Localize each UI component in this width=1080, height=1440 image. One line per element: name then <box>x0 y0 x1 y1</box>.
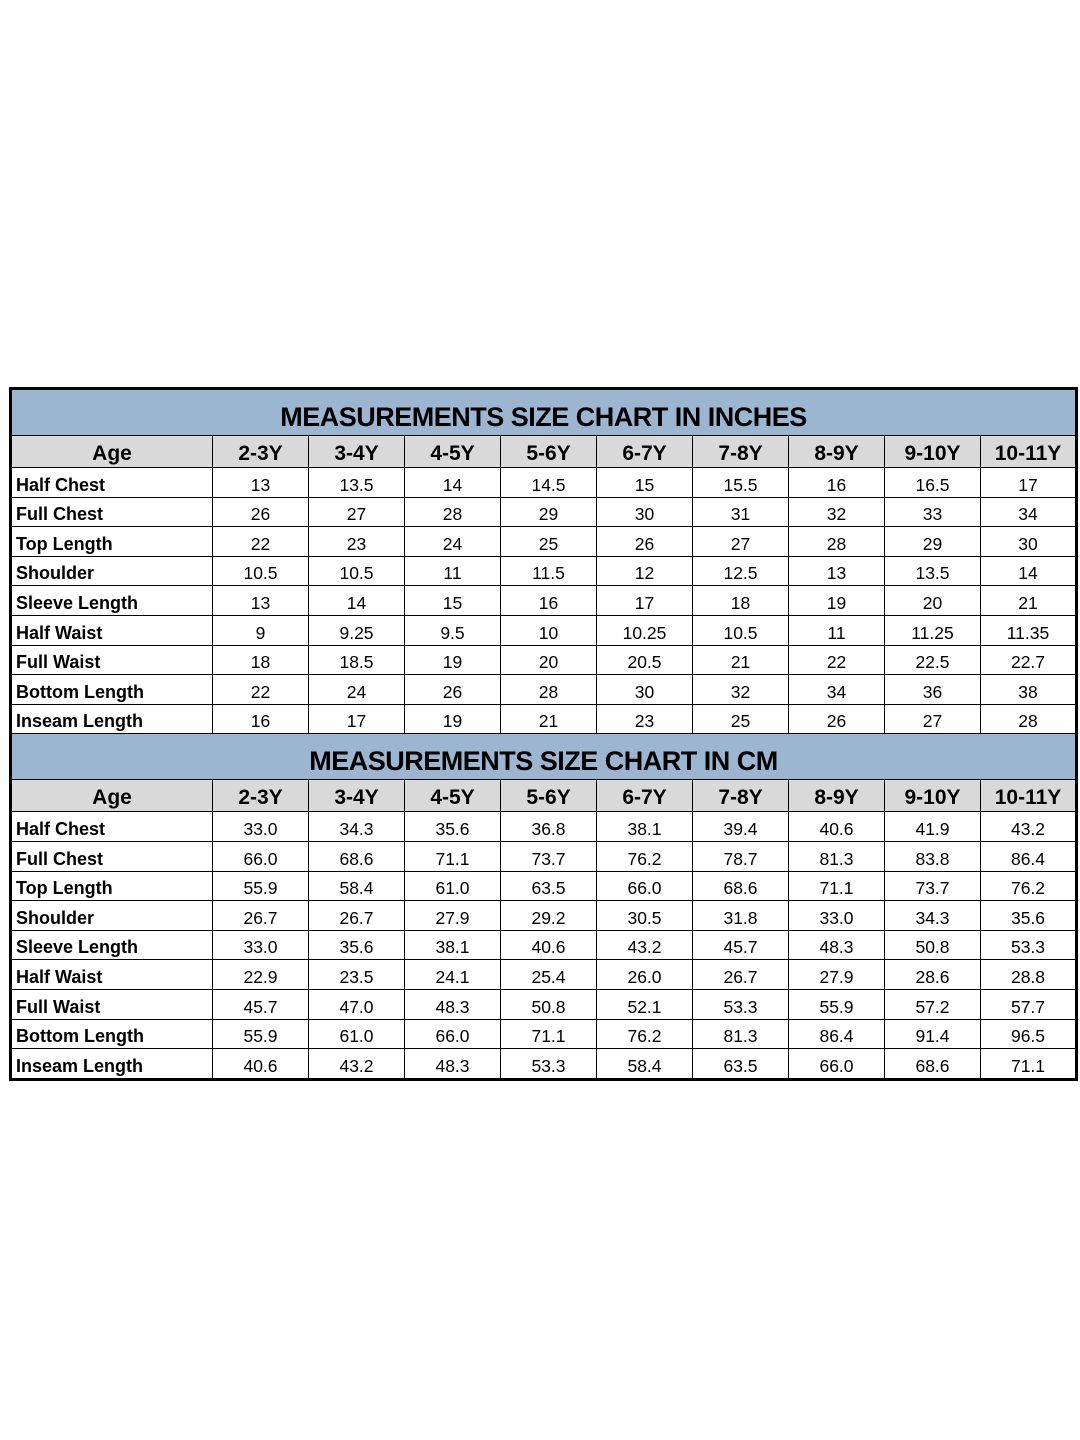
measurement-cell: 48.3 <box>405 989 501 1019</box>
measurement-cell: 11.25 <box>885 615 981 645</box>
table-row <box>11 556 1077 586</box>
measurement-cell: 11.35 <box>981 615 1077 645</box>
table-row <box>11 960 1077 990</box>
row-label: Top Length <box>11 871 213 901</box>
measurement-cell: 76.2 <box>597 841 693 871</box>
row-label: Full Waist <box>11 989 213 1019</box>
measurement-cell: 9 <box>213 615 309 645</box>
measurement-cell: 14.5 <box>501 468 597 498</box>
measurement-cell: 71.1 <box>981 1049 1077 1080</box>
measurement-cell: 25.4 <box>501 960 597 990</box>
row-label: Half Chest <box>11 812 213 842</box>
row-label: Shoulder <box>11 901 213 931</box>
row-label: Bottom Length <box>11 1019 213 1049</box>
measurement-cell: 61.0 <box>405 871 501 901</box>
measurement-cell: 18.5 <box>309 645 405 675</box>
measurement-cell: 14 <box>309 586 405 616</box>
size-header: 5-6Y <box>501 780 597 812</box>
age-header: Age <box>11 780 213 812</box>
measurement-cell: 18 <box>693 586 789 616</box>
measurement-cell: 19 <box>405 704 501 734</box>
size-header: 7-8Y <box>693 436 789 468</box>
measurement-cell: 13 <box>213 468 309 498</box>
measurement-cell: 81.3 <box>693 1019 789 1049</box>
measurement-cell: 55.9 <box>213 1019 309 1049</box>
measurement-cell: 26.7 <box>693 960 789 990</box>
measurement-cell: 73.7 <box>885 871 981 901</box>
measurement-cell: 16.5 <box>885 468 981 498</box>
age-header: Age <box>11 436 213 468</box>
table-row <box>11 841 1077 871</box>
measurement-cell: 76.2 <box>981 871 1077 901</box>
measurement-cell: 29.2 <box>501 901 597 931</box>
measurement-cell: 71.1 <box>501 1019 597 1049</box>
measurement-cell: 40.6 <box>789 812 885 842</box>
measurement-cell: 33 <box>885 497 981 527</box>
row-label: Half Chest <box>11 468 213 498</box>
measurement-cell: 96.5 <box>981 1019 1077 1049</box>
measurement-cell: 86.4 <box>981 841 1077 871</box>
measurement-cell: 55.9 <box>789 989 885 1019</box>
measurement-cell: 23 <box>309 527 405 557</box>
measurement-cell: 28 <box>789 527 885 557</box>
measurement-cell: 20 <box>501 645 597 675</box>
measurement-cell: 13.5 <box>885 556 981 586</box>
measurement-cell: 16 <box>213 704 309 734</box>
measurement-cell: 27 <box>309 497 405 527</box>
measurement-cell: 20.5 <box>597 645 693 675</box>
measurement-cell: 32 <box>789 497 885 527</box>
row-label: Sleeve Length <box>11 586 213 616</box>
header-row-inches <box>11 436 1077 468</box>
measurement-cell: 53.3 <box>981 930 1077 960</box>
size-header: 10-11Y <box>981 780 1077 812</box>
size-header: 8-9Y <box>789 780 885 812</box>
table-row <box>11 1049 1077 1080</box>
measurement-cell: 47.0 <box>309 989 405 1019</box>
table-row <box>11 901 1077 931</box>
measurement-cell: 10.25 <box>597 615 693 645</box>
measurement-cell: 31.8 <box>693 901 789 931</box>
table-row <box>11 704 1077 734</box>
measurement-cell: 43.2 <box>981 812 1077 842</box>
measurement-cell: 11.5 <box>501 556 597 586</box>
measurement-cell: 31 <box>693 497 789 527</box>
table-row <box>11 871 1077 901</box>
measurement-cell: 10 <box>501 615 597 645</box>
measurement-cell: 86.4 <box>789 1019 885 1049</box>
row-label: Full Chest <box>11 841 213 871</box>
measurement-cell: 48.3 <box>789 930 885 960</box>
measurement-cell: 13 <box>789 556 885 586</box>
size-header: 4-5Y <box>405 436 501 468</box>
measurement-cell: 38.1 <box>597 812 693 842</box>
measurement-cell: 22.5 <box>885 645 981 675</box>
measurement-cell: 78.7 <box>693 841 789 871</box>
table-row <box>11 586 1077 616</box>
size-header: 3-4Y <box>309 780 405 812</box>
measurement-cell: 50.8 <box>885 930 981 960</box>
measurement-cell: 21 <box>693 645 789 675</box>
row-label: Inseam Length <box>11 704 213 734</box>
measurement-cell: 41.9 <box>885 812 981 842</box>
measurement-cell: 26.0 <box>597 960 693 990</box>
size-header: 8-9Y <box>789 436 885 468</box>
measurement-cell: 12.5 <box>693 556 789 586</box>
measurement-cell: 63.5 <box>693 1049 789 1080</box>
measurement-cell: 53.3 <box>693 989 789 1019</box>
row-label: Top Length <box>11 527 213 557</box>
size-header: 9-10Y <box>885 436 981 468</box>
measurement-cell: 66.0 <box>597 871 693 901</box>
row-label: Half Waist <box>11 615 213 645</box>
measurement-cell: 45.7 <box>693 930 789 960</box>
row-label: Bottom Length <box>11 675 213 705</box>
measurement-cell: 57.2 <box>885 989 981 1019</box>
measurement-cell: 76.2 <box>597 1019 693 1049</box>
measurement-cell: 81.3 <box>789 841 885 871</box>
measurement-cell: 28.6 <box>885 960 981 990</box>
chart-title-row-cm <box>11 734 1077 780</box>
measurement-cell: 11 <box>789 615 885 645</box>
measurement-cell: 27.9 <box>789 960 885 990</box>
measurement-cell: 71.1 <box>405 841 501 871</box>
measurement-cell: 68.6 <box>693 871 789 901</box>
measurement-cell: 68.6 <box>309 841 405 871</box>
measurement-cell: 25 <box>693 704 789 734</box>
table-row <box>11 645 1077 675</box>
measurement-cell: 36.8 <box>501 812 597 842</box>
measurement-cell: 22 <box>213 675 309 705</box>
measurement-cell: 24 <box>405 527 501 557</box>
measurement-cell: 43.2 <box>309 1049 405 1080</box>
measurement-cell: 35.6 <box>309 930 405 960</box>
measurement-cell: 27 <box>885 704 981 734</box>
measurement-cell: 33.0 <box>789 901 885 931</box>
measurement-cell: 13 <box>213 586 309 616</box>
table-row <box>11 468 1077 498</box>
table-row <box>11 989 1077 1019</box>
measurement-cell: 28 <box>405 497 501 527</box>
measurement-cell: 17 <box>981 468 1077 498</box>
measurement-cell: 91.4 <box>885 1019 981 1049</box>
measurement-cell: 24.1 <box>405 960 501 990</box>
measurement-cell: 21 <box>981 586 1077 616</box>
measurement-cell: 29 <box>885 527 981 557</box>
table-row <box>11 615 1077 645</box>
measurement-cell: 30 <box>597 497 693 527</box>
measurement-cell: 66.0 <box>789 1049 885 1080</box>
measurement-cell: 20 <box>885 586 981 616</box>
measurement-cell: 26 <box>597 527 693 557</box>
measurement-cell: 57.7 <box>981 989 1077 1019</box>
measurement-cell: 26 <box>405 675 501 705</box>
measurement-cell: 12 <box>597 556 693 586</box>
measurement-cell: 36 <box>885 675 981 705</box>
measurement-cell: 34.3 <box>885 901 981 931</box>
measurement-cell: 15 <box>405 586 501 616</box>
chart-title-cm: MEASUREMENTS SIZE CHART IN CM <box>11 734 1077 780</box>
measurement-cell: 45.7 <box>213 989 309 1019</box>
measurement-cell: 24 <box>309 675 405 705</box>
measurement-cell: 30 <box>981 527 1077 557</box>
measurement-cell: 22 <box>789 645 885 675</box>
table-row <box>11 930 1077 960</box>
measurement-cell: 83.8 <box>885 841 981 871</box>
measurement-cell: 39.4 <box>693 812 789 842</box>
measurement-cell: 22.9 <box>213 960 309 990</box>
measurement-cell: 33.0 <box>213 812 309 842</box>
size-header: 2-3Y <box>213 436 309 468</box>
size-header: 4-5Y <box>405 780 501 812</box>
measurement-cell: 18 <box>213 645 309 675</box>
measurement-cell: 25 <box>501 527 597 557</box>
measurement-cell: 40.6 <box>501 930 597 960</box>
measurement-cell: 66.0 <box>213 841 309 871</box>
measurement-cell: 32 <box>693 675 789 705</box>
measurement-cell: 52.1 <box>597 989 693 1019</box>
measurement-cell: 16 <box>789 468 885 498</box>
measurement-cell: 68.6 <box>885 1049 981 1080</box>
measurement-cell: 17 <box>309 704 405 734</box>
measurement-cell: 30 <box>597 675 693 705</box>
measurement-cell: 55.9 <box>213 871 309 901</box>
size-chart <box>9 387 1077 1081</box>
measurement-cell: 53.3 <box>501 1049 597 1080</box>
header-row-cm <box>11 780 1077 812</box>
measurement-cell: 26 <box>789 704 885 734</box>
measurement-cell: 9.5 <box>405 615 501 645</box>
measurement-cell: 14 <box>981 556 1077 586</box>
measurement-cell: 27 <box>693 527 789 557</box>
measurement-cell: 38 <box>981 675 1077 705</box>
measurement-cell: 10.5 <box>693 615 789 645</box>
measurement-cell: 58.4 <box>597 1049 693 1080</box>
measurement-cell: 40.6 <box>213 1049 309 1080</box>
size-header: 9-10Y <box>885 780 981 812</box>
measurement-cell: 17 <box>597 586 693 616</box>
table-row <box>11 675 1077 705</box>
measurement-cell: 23.5 <box>309 960 405 990</box>
measurement-cell: 15 <box>597 468 693 498</box>
table-row <box>11 497 1077 527</box>
row-label: Full Chest <box>11 497 213 527</box>
size-header: 3-4Y <box>309 436 405 468</box>
measurement-cell: 35.6 <box>981 901 1077 931</box>
size-header: 5-6Y <box>501 436 597 468</box>
measurement-cell: 61.0 <box>309 1019 405 1049</box>
measurement-cell: 28.8 <box>981 960 1077 990</box>
measurement-cell: 19 <box>789 586 885 616</box>
measurement-cell: 11 <box>405 556 501 586</box>
chart-title-row-inches <box>11 389 1077 436</box>
table-row <box>11 812 1077 842</box>
size-header: 2-3Y <box>213 780 309 812</box>
size-header: 7-8Y <box>693 780 789 812</box>
measurement-cell: 34 <box>789 675 885 705</box>
measurement-cell: 16 <box>501 586 597 616</box>
measurement-cell: 34.3 <box>309 812 405 842</box>
measurement-cell: 71.1 <box>789 871 885 901</box>
measurement-cell: 38.1 <box>405 930 501 960</box>
table-row <box>11 1019 1077 1049</box>
measurement-cell: 28 <box>501 675 597 705</box>
measurement-cell: 30.5 <box>597 901 693 931</box>
row-label: Inseam Length <box>11 1049 213 1080</box>
measurement-cell: 66.0 <box>405 1019 501 1049</box>
row-label: Shoulder <box>11 556 213 586</box>
size-header: 10-11Y <box>981 436 1077 468</box>
size-header: 6-7Y <box>597 436 693 468</box>
measurement-cell: 27.9 <box>405 901 501 931</box>
measurement-cell: 14 <box>405 468 501 498</box>
row-label: Full Waist <box>11 645 213 675</box>
measurement-cell: 22.7 <box>981 645 1077 675</box>
size-header: 6-7Y <box>597 780 693 812</box>
row-label: Sleeve Length <box>11 930 213 960</box>
measurement-cell: 26.7 <box>213 901 309 931</box>
measurement-cell: 28 <box>981 704 1077 734</box>
table-row <box>11 527 1077 557</box>
measurement-cell: 23 <box>597 704 693 734</box>
measurement-cell: 10.5 <box>309 556 405 586</box>
measurement-cell: 9.25 <box>309 615 405 645</box>
measurement-cell: 22 <box>213 527 309 557</box>
size-chart-table <box>9 387 1078 1081</box>
measurement-cell: 73.7 <box>501 841 597 871</box>
measurement-cell: 63.5 <box>501 871 597 901</box>
measurement-cell: 21 <box>501 704 597 734</box>
measurement-cell: 35.6 <box>405 812 501 842</box>
measurement-cell: 13.5 <box>309 468 405 498</box>
measurement-cell: 29 <box>501 497 597 527</box>
measurement-cell: 19 <box>405 645 501 675</box>
measurement-cell: 10.5 <box>213 556 309 586</box>
chart-title-inches: MEASUREMENTS SIZE CHART IN INCHES <box>11 389 1077 436</box>
measurement-cell: 26.7 <box>309 901 405 931</box>
measurement-cell: 48.3 <box>405 1049 501 1080</box>
measurement-cell: 50.8 <box>501 989 597 1019</box>
measurement-cell: 15.5 <box>693 468 789 498</box>
measurement-cell: 33.0 <box>213 930 309 960</box>
measurement-cell: 43.2 <box>597 930 693 960</box>
row-label: Half Waist <box>11 960 213 990</box>
measurement-cell: 26 <box>213 497 309 527</box>
measurement-cell: 58.4 <box>309 871 405 901</box>
measurement-cell: 34 <box>981 497 1077 527</box>
